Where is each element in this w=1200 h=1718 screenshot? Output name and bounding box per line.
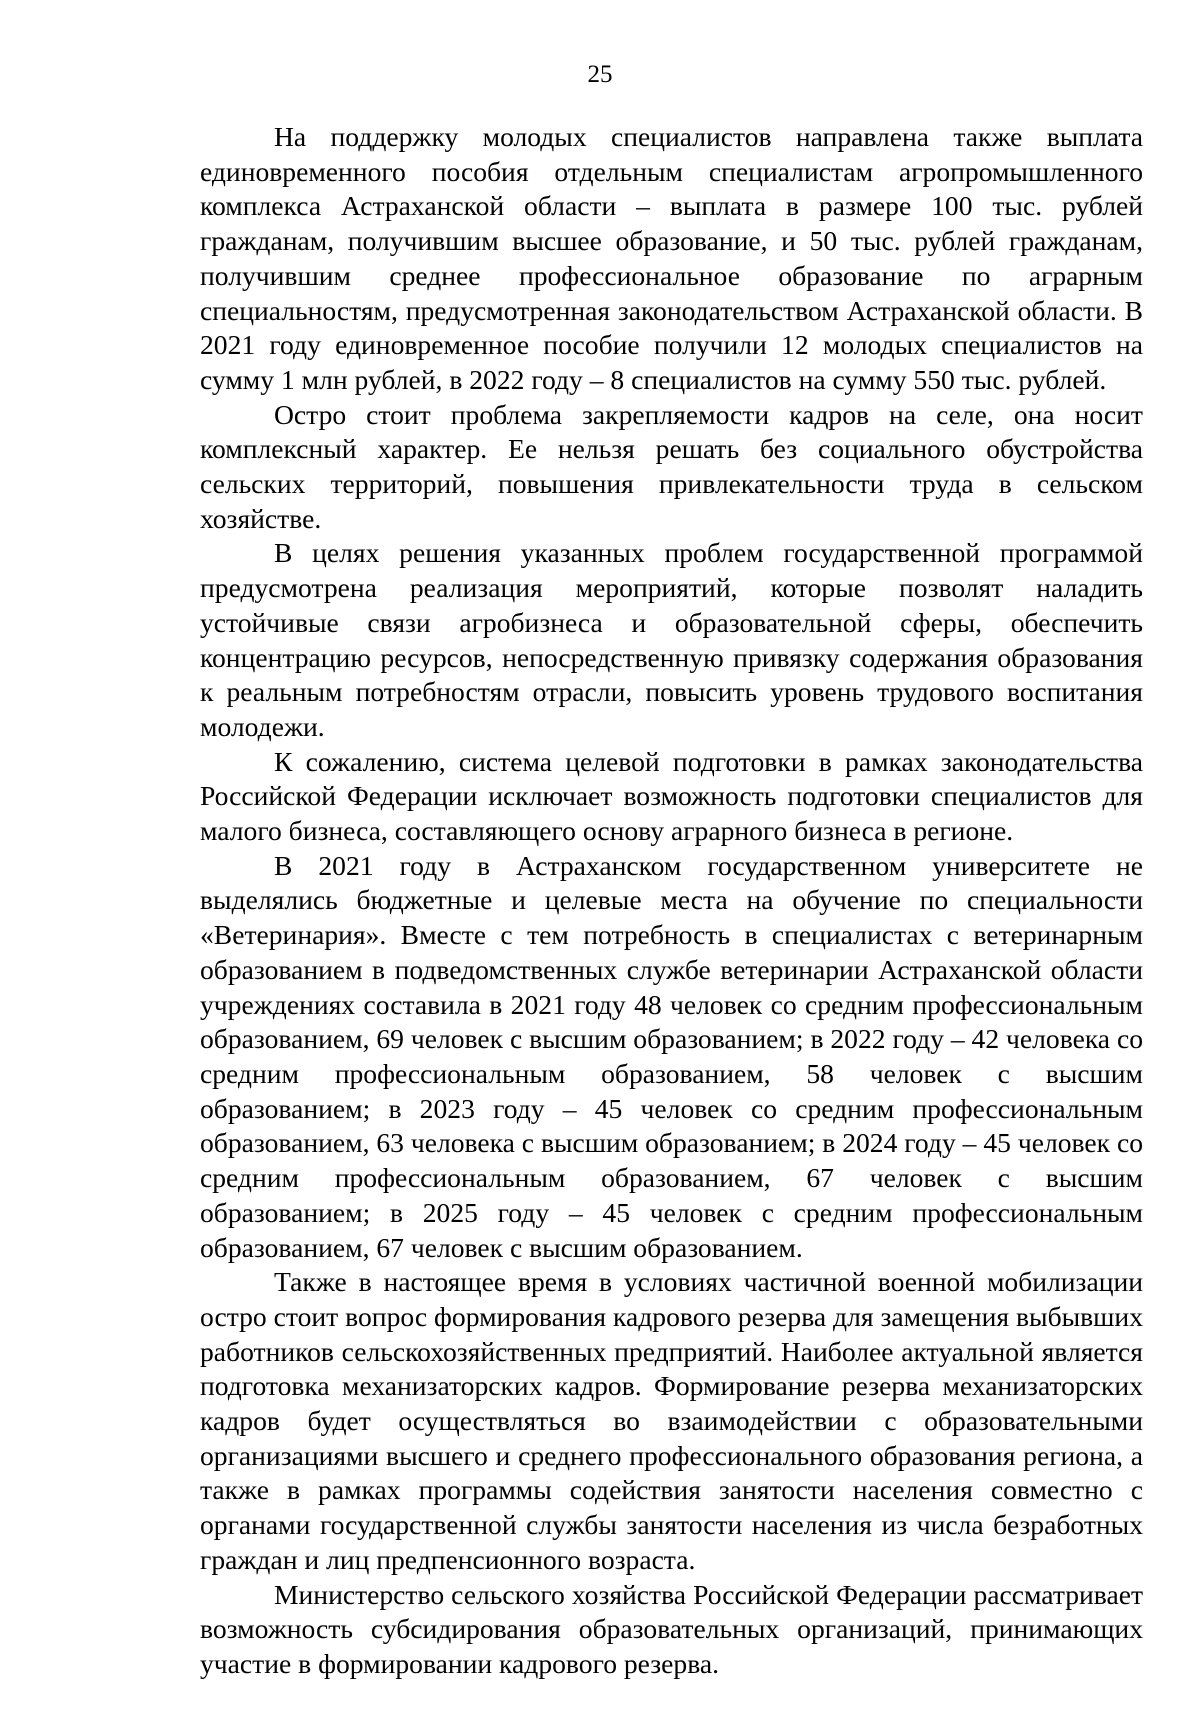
- paragraph-1: На поддержку молодых специалистов направлена также выплата единовременного пособия отдельным специалистам агропромышленного комплекса Астраханской области – выплата в размере 100 тыс. рублей гражданам, получившим высшее образование, и 50 тыс. рублей гражданам, получившим среднее профессиональное образование по аграрным специальностям, предусмотренная законодательством Астраханской области. В 2021 году единовременное пособие получили 12 молодых специалистов на сумму 1 млн рублей, в 2022 году – 8 специалистов на сумму 550 тыс. рублей.: [200, 121, 1143, 395]
- paragraph-2: Остро стоит проблема закрепляемости кадров на селе, она носит комплексный характер. Ее нельзя решать без социального обустройства сельских территорий, повышения привлекательности труда в сельском хозяйстве.: [200, 398, 1143, 534]
- document-body: [200, 120, 1143, 1682]
- paragraph-7: Министерство сельского хозяйства Российской Федерации рассматривает возможность субсидирования образовательных организаций, принимающих участие в формировании кадрового резерва.: [200, 1578, 1143, 1679]
- paragraph-3: В целях решения указанных проблем государственной программой предусмотрена реализация мероприятий, которые позволят наладить устойчивые связи агробизнеса и образовательной сферы, обеспечить концентрацию ресурсов, непосредственную привязку содержания образования к реальным потребностям отрасли, повысить уровень трудового воспитания молодежи.: [200, 537, 1143, 742]
- paragraph-5: В 2021 году в Астраханском государственном университете не выделялись бюджетные и целевые места на обучение по специальности «Ветеринария». Вместе с тем потребность в специалистах с ветеринарным образованием в подведомственных службе ветеринарии Астраханской области учреждениях составила в 2021 году 48 человек со средним профессиональным образованием, 69 человек с высшим образованием; в 2022 году – 42 человека со средним профессиональным образованием, 58 человек с высшим образованием; в 2023 году – 45 человек со средним профессиональным образованием, 63 человека с высшим образованием; в 2024 году – 45 человек со средним профессиональным образованием, 67 человек с высшим образованием; в 2025 году – 45 человек с средним профессиональным образованием, 67 человек с высшим образованием.: [200, 849, 1143, 1263]
- paragraph-4: К сожалению, система целевой подготовки в рамках законодательства Российской Федерации исключает возможность подготовки специалистов для малого бизнеса, составляющего основу аграрного бизнеса в регионе.: [200, 745, 1143, 847]
- paragraph-6: Также в настоящее время в условиях частичной военной мобилизации остро стоит вопрос формирования кадрового резерва для замещения выбывших работников сельскохозяйственных предприятий. Наиболее актуальной является подготовка механизаторских кадров. Формирование резерва механизаторских кадров будет осуществляться во взаимодействии с образовательными организациями высшего и среднего профессионального образования региона, а также в рамках программы содействия занятости населения совместно с органами государственной службы занятости населения из числа безработных граждан и лиц предпенсионного возраста.: [200, 1266, 1143, 1575]
- page-number: 25: [587, 61, 613, 88]
